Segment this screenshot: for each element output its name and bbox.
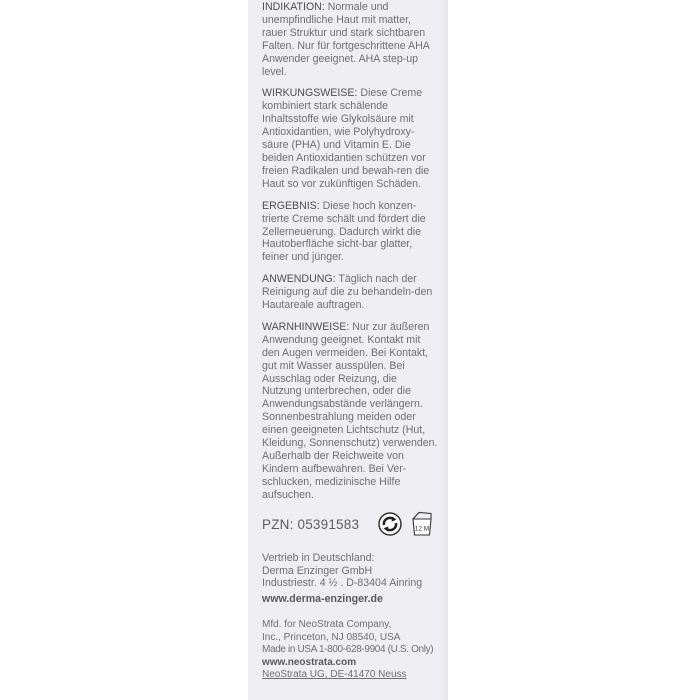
- section-heading: WARNHINWEISE:: [262, 320, 350, 333]
- pao-label: 12 M: [414, 525, 430, 533]
- manufacturer-block: [262, 619, 438, 682]
- manufacturer-url: www.neostrata.com: [262, 656, 357, 668]
- section-heading: INDIKATION:: [262, 1, 325, 13]
- section-heading: ERGEBNIS:: [262, 199, 320, 212]
- section-heading: ANWENDUNG:: [262, 273, 336, 286]
- distributor-line: Industriestr. 4 ½ . D-83404 Ainring: [262, 577, 423, 590]
- section-text: Diese hoch konzen-trierte Creme schält und fördert die Zellerneuerung. Dadurch wirkt die Hautoberfläche sicht-bar glatter, feiner und jünger.: [262, 199, 426, 264]
- section-warnhinweise: [262, 321, 438, 502]
- section-text: Täglich nach der Reinigung auf die zu behandeln-den Hautareale auftragen.: [262, 273, 433, 312]
- section-wirkungsweise: [262, 87, 438, 190]
- symbol-group: [378, 511, 434, 541]
- manufacturer-line: NeoStrata UG, DE-41470 Neuss: [262, 669, 407, 681]
- recycle-icon: [378, 512, 402, 540]
- manufacturer-line: Mfd. for NeoStrata Company,: [262, 619, 392, 631]
- distributor-line: Vertrieb in Deutschland:: [262, 551, 375, 564]
- section-ergebnis: [262, 200, 438, 265]
- distributor-url: www.derma-enzinger.de: [262, 593, 383, 606]
- section-indikation: [262, 1, 438, 78]
- label-text-column: [262, 1, 438, 682]
- section-anwendung: [262, 273, 438, 312]
- panel-edge-shadow: [440, 0, 448, 700]
- section-text: Normale und unempfindliche Haut mit matter, rauer Struktur und stark sichtbaren Falten. Nur für fortgeschrittene AHA Anwender geeignet. AHA step-up level.: [262, 1, 430, 78]
- section-text: Nur zur äußeren Anwendung geeignet. Kontakt mit den Augen vermeiden. Bei Kontakt, gut mit Wasser ausspülen. Bei Ausschlag oder Reizung, die Nutzung unterbrechen, oder die Anwendungsabstände verlängern. Sonnenbestrahlung meiden oder einen geeigneten Lichtschutz (Hut, Kleidung, Sonnenschutz) verwenden. Außerhalb der Reichweite von Kindern aufbewahren. Bei Ver-schlucken, medizinische Hilfe aufsuchen.: [262, 320, 438, 501]
- section-heading: WIRKUNGSWEISE:: [262, 87, 358, 100]
- manufacturer-line: Made in USA 1-800-628-9904 (U.S. Only): [262, 644, 434, 656]
- distributor-line: Derma Enzinger GmbH: [262, 564, 373, 577]
- manufacturer-line: Inc., Princeton, NJ 08540, USA: [262, 631, 401, 643]
- pao-jar-icon: [410, 511, 434, 541]
- pzn-row: [262, 511, 438, 541]
- section-text: Diese Creme kombiniert stark schälende Inhaltsstoffe wie Glykolsäure mit Antioxidantien, wie Polyhydroxy-säure (PHA) und Vitamin E. Die beiden Antioxidantien schützen vor freien Radikalen und bewah-ren die Haut so vor zukünftigen Schäden.: [262, 87, 430, 190]
- distributor-block: [262, 552, 438, 607]
- pzn-number: PZN: 05391583: [262, 517, 360, 533]
